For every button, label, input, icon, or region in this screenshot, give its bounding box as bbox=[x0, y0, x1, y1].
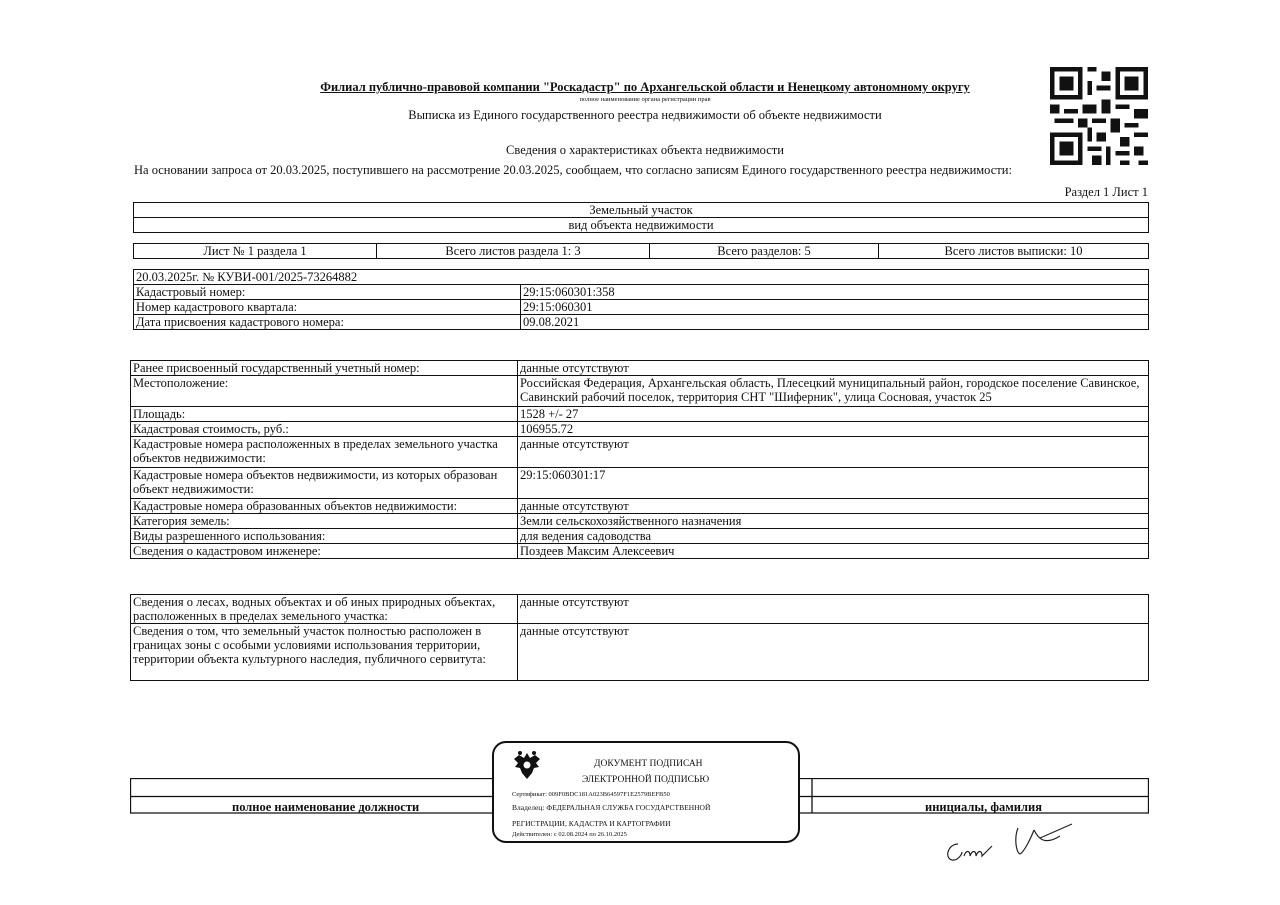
double-headed-eagle-icon bbox=[510, 749, 544, 783]
table-row bbox=[131, 595, 1149, 624]
row-value: Земли сельскохозяйственного назначения bbox=[518, 514, 1149, 529]
row-label: Кадастровая стоимость, руб.: bbox=[131, 422, 518, 437]
stamp-line-1: ДОКУМЕНТ ПОДПИСАН bbox=[594, 759, 703, 769]
quarter-number-label: Номер кадастрового квартала: bbox=[134, 300, 521, 315]
row-value: 106955.72 bbox=[518, 422, 1149, 437]
row-label: Кадастровые номера расположенных в пределах земельного участка объектов недвижимости: bbox=[131, 437, 518, 468]
table-row bbox=[131, 499, 1149, 514]
row-label: Кадастровые номера объектов недвижимости, из которых образован объект недвижимости: bbox=[131, 468, 518, 499]
table-row bbox=[131, 422, 1149, 437]
row-label: Сведения о лесах, водных объектах и об иных природных объектах, расположенных в пределах земельного участка: bbox=[131, 595, 518, 624]
row-label: Местоположение: bbox=[131, 376, 518, 407]
assignment-date-label: Дата присвоения кадастрового номера: bbox=[134, 315, 521, 330]
object-type-caption: вид объекта недвижимости bbox=[134, 218, 1149, 233]
extract-number: 20.03.2025г. № КУВИ-001/2025-73264882 bbox=[134, 270, 1149, 285]
table-row bbox=[131, 468, 1149, 499]
table-row bbox=[131, 376, 1149, 407]
cadastral-number-value: 29:15:060301:358 bbox=[521, 285, 1149, 300]
stamp-validity: Действителен: с 02.08.2024 по 26.10.2025 bbox=[512, 831, 627, 838]
sheet-info-table bbox=[133, 243, 1149, 259]
object-type: Земельный участок bbox=[134, 203, 1149, 218]
row-value: 29:15:060301:17 bbox=[518, 468, 1149, 499]
handwritten-signature bbox=[940, 816, 1090, 866]
total-sections: Всего разделов: 5 bbox=[650, 244, 879, 259]
qr-code-icon bbox=[1050, 67, 1148, 165]
row-label: Площадь: bbox=[131, 407, 518, 422]
table-row bbox=[131, 529, 1149, 544]
row-value: данные отсутствуют bbox=[518, 361, 1149, 376]
table-row bbox=[131, 514, 1149, 529]
quarter-number-value: 29:15:060301 bbox=[521, 300, 1149, 315]
organization-name: Филиал публично-правовой компании "Роскадастр" по Архангельской области и Ненецкому автономному округу bbox=[320, 80, 970, 94]
table-row bbox=[131, 361, 1149, 376]
electronic-signature-stamp bbox=[492, 741, 800, 843]
assignment-date-value: 09.08.2021 bbox=[521, 315, 1149, 330]
name-caption: инициалы, фамилия bbox=[925, 800, 1042, 814]
sheet-number: Лист № 1 раздела 1 bbox=[134, 244, 377, 259]
stamp-certificate: Сертификат: 009F0BDC181A023B64597F1E2579BEFB50 bbox=[512, 791, 670, 798]
request-basis: На основании запроса от 20.03.2025, поступившего на рассмотрение 20.03.2025, сообщаем, что согласно записям Единого государственного реестра недвижимости: bbox=[134, 163, 1012, 177]
row-value: данные отсутствуют bbox=[518, 437, 1149, 468]
page-reference: Раздел 1 Лист 1 bbox=[1064, 185, 1148, 199]
cadastral-number-label: Кадастровый номер: bbox=[134, 285, 521, 300]
table-row bbox=[131, 544, 1149, 559]
row-label: Виды разрешенного использования: bbox=[131, 529, 518, 544]
row-label: Сведения о том, что земельный участок полностью расположен в границах зоны с особыми условиями использования территории, территории объекта культурного наследия, публичного сервитута: bbox=[131, 624, 518, 681]
row-label: Сведения о кадастровом инженере: bbox=[131, 544, 518, 559]
section-title: Сведения о характеристиках объекта недвижимости bbox=[506, 143, 784, 157]
row-value: данные отсутствуют bbox=[518, 624, 1149, 681]
row-value: для ведения садоводства bbox=[518, 529, 1149, 544]
table-row bbox=[131, 624, 1149, 681]
row-value: Российская Федерация, Архангельская область, Плесецкий муниципальный район, городское поселение Савинское, Савинский рабочий поселок, территория СНТ "Шиферник", улица Сосновая, участок 25 bbox=[518, 376, 1149, 407]
row-label: Кадастровые номера образованных объектов недвижимости: bbox=[131, 499, 518, 514]
document-title: Выписка из Единого государственного реестра недвижимости об объекте недвижимости bbox=[408, 108, 882, 122]
stamp-line-2: ЭЛЕКТРОННОЙ ПОДПИСЬЮ bbox=[582, 775, 710, 785]
identification-table bbox=[133, 269, 1149, 330]
organization-caption: полное наименование органа регистрации прав bbox=[579, 96, 711, 103]
row-value: Поздеев Максим Алексеевич bbox=[518, 544, 1149, 559]
stamp-owner: Владелец: ФЕДЕРАЛЬНАЯ СЛУЖБА ГОСУДАРСТВЕННОЙ bbox=[512, 803, 711, 812]
characteristics-table bbox=[130, 360, 1149, 559]
table-row bbox=[131, 407, 1149, 422]
row-label: Категория земель: bbox=[131, 514, 518, 529]
row-label: Ранее присвоенный государственный учетный номер: bbox=[131, 361, 518, 376]
object-type-table bbox=[133, 202, 1149, 233]
row-value: данные отсутствуют bbox=[518, 595, 1149, 624]
total-sheets: Всего листов выписки: 10 bbox=[879, 244, 1149, 259]
table-row bbox=[131, 437, 1149, 468]
row-value: 1528 +/- 27 bbox=[518, 407, 1149, 422]
row-value: данные отсутствуют bbox=[518, 499, 1149, 514]
position-caption: полное наименование должности bbox=[232, 800, 420, 814]
total-section-sheets: Всего листов раздела 1: 3 bbox=[377, 244, 650, 259]
extra-info-table bbox=[130, 594, 1149, 681]
stamp-owner-2: РЕГИСТРАЦИИ, КАДАСТРА И КАРТОГРАФИИ bbox=[512, 819, 671, 828]
